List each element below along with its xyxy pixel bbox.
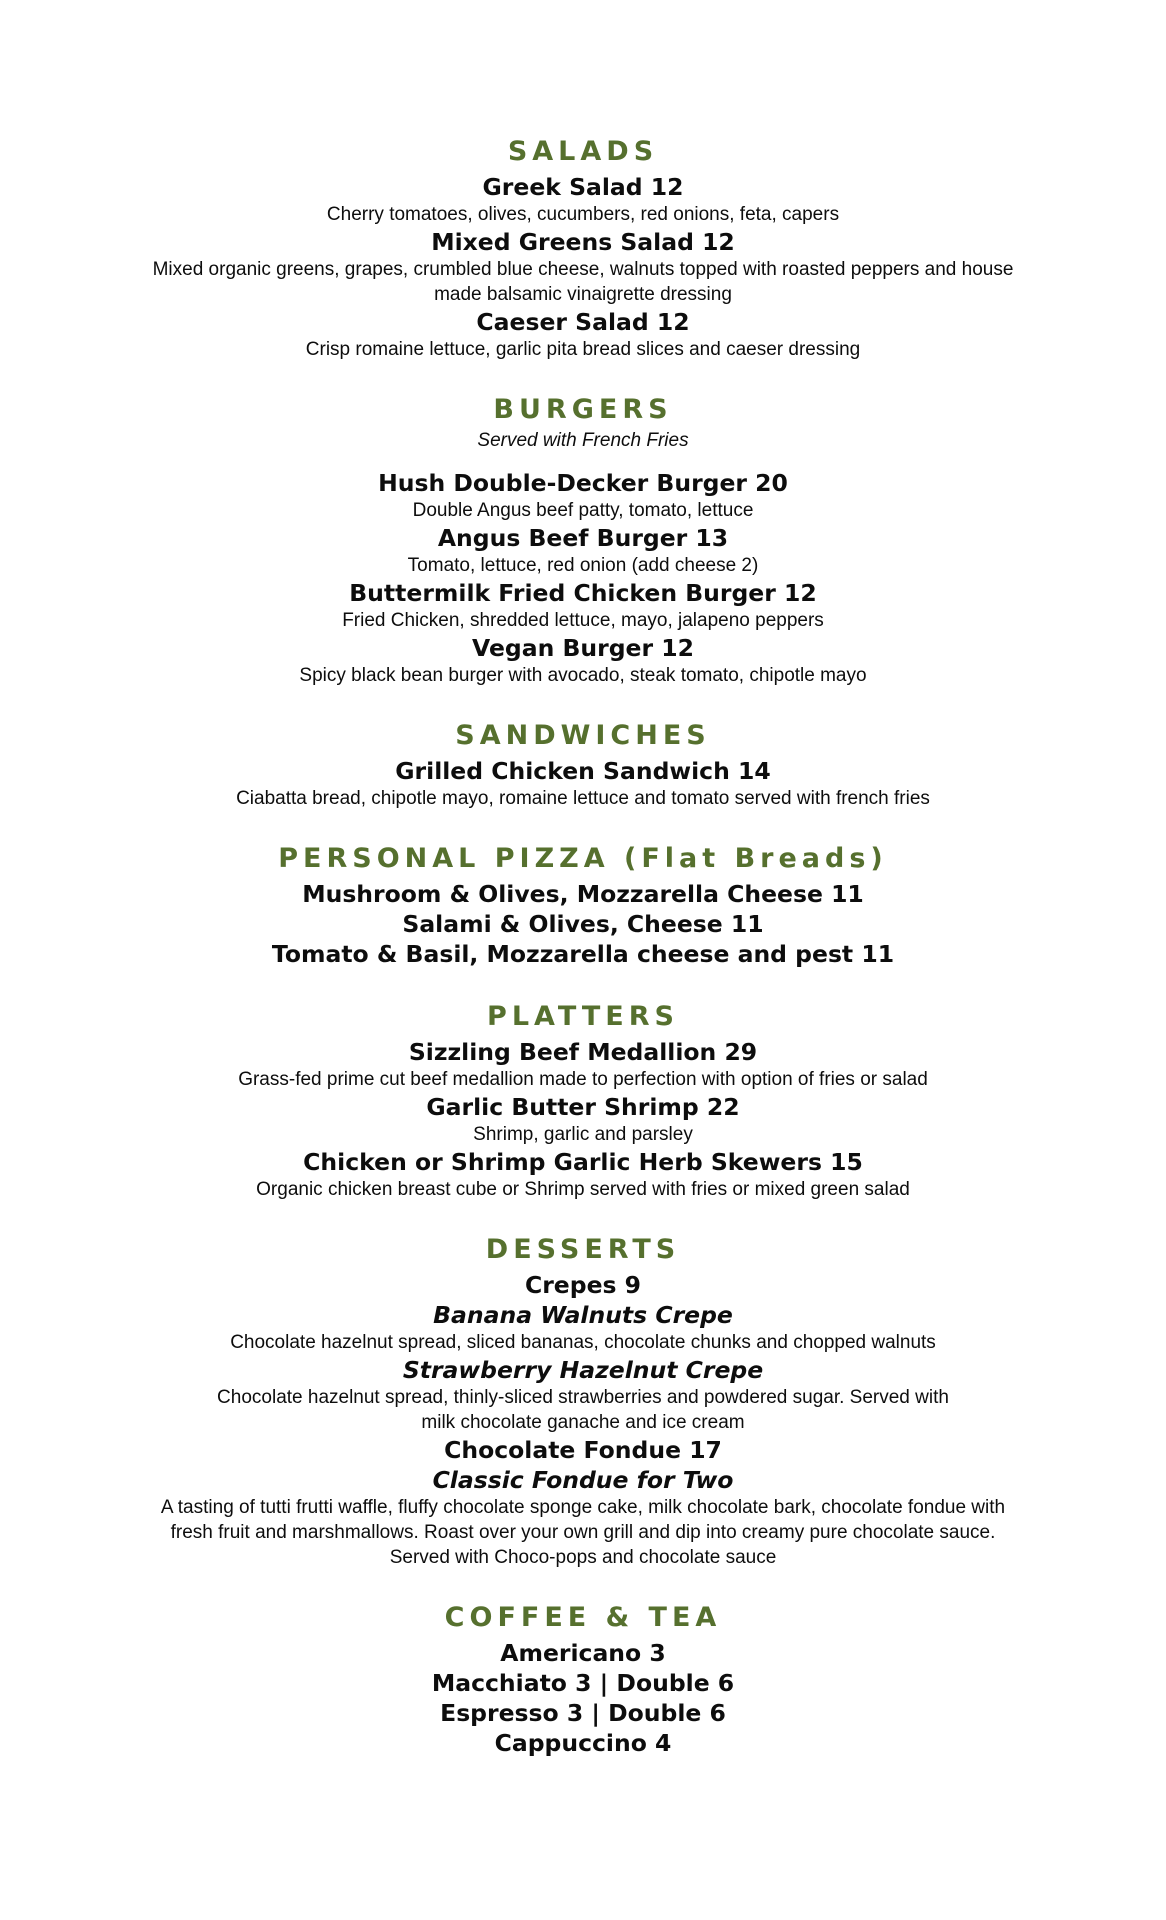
menu-item-name: Americano 3 [500,1639,666,1667]
menu-item-description: A tasting of tutti frutti waffle, fluffy chocolate sponge cake, milk chocolate bark, chocolate fondue with fresh fruit and marshmallows. Roast over your own grill and dip into creamy pure chocolate sauce. Served with Choco-pops and chocolate sauce [160,1497,1006,1568]
menu-item-name: Mushroom & Olives, Mozzarella Cheese 11 [302,880,864,908]
section-burgers [0,390,1166,688]
section-personal-pizza [0,839,1166,969]
menu-item-description: Tomato, lettuce, red onion (add cheese 2) [407,555,759,576]
menu-item-description: Ciabatta bread, chipotle mayo, romaine lettuce and tomato served with french fries [236,788,930,809]
menu-item-name: Buttermilk Fried Chicken Burger 12 [349,579,817,607]
menu-item-name: Hush Double-Decker Burger 20 [378,469,788,497]
section-title: BURGERS [493,394,673,425]
menu-subitem-name: Strawberry Hazelnut Crepe [402,1356,764,1384]
menu-item-description: Chocolate hazelnut spread, sliced bananas, chocolate chunks and chopped walnuts [230,1332,936,1353]
menu-item-name: Grilled Chicken Sandwich 14 [395,757,771,785]
menu-item-description: Fried Chicken, shredded lettuce, mayo, jalapeno peppers [342,610,824,631]
menu-item-name: Garlic Butter Shrimp 22 [426,1093,740,1121]
section-sandwiches [0,716,1166,811]
menu-item-description: Grass-fed prime cut beef medallion made to perfection with option of fries or salad [238,1069,928,1090]
section-title: SALADS [507,136,659,167]
section-note: Served with French Fries [477,430,689,451]
menu-item-name: Angus Beef Burger 13 [437,524,729,552]
menu-item-description: Cherry tomatoes, olives, cucumbers, red onions, feta, capers [326,204,840,225]
menu-item-name: Chocolate Fondue 17 [444,1436,722,1464]
menu-item-name: Espresso 3 | Double 6 [440,1699,726,1727]
menu-item-name: Crepes 9 [524,1271,642,1299]
menu-item-name: Tomato & Basil, Mozzarella cheese and pest 11 [271,940,895,968]
menu-item-description: Organic chicken breast cube or Shrimp served with fries or mixed green salad [256,1179,910,1200]
section-title: SANDWICHES [455,720,711,751]
menu-item-description: Mixed organic greens, grapes, crumbled blue cheese, walnuts topped with roasted peppers and house made balsamic vinaigrette dressing [152,259,1014,305]
menu-item-name: Salami & Olives, Cheese 11 [402,910,764,938]
section-title: PLATTERS [487,1001,679,1032]
menu-subitem-name: Classic Fondue for Two [432,1466,734,1494]
section-title: COFFEE & TEA [444,1602,722,1633]
section-desserts [0,1230,1166,1570]
menu-item-description: Shrimp, garlic and parsley [473,1124,693,1145]
menu [0,132,1166,1786]
section-coffee-tea [0,1598,1166,1758]
menu-item-name: Sizzling Beef Medallion 29 [408,1038,758,1066]
menu-item-description: Spicy black bean burger with avocado, steak tomato, chipotle mayo [299,665,867,686]
menu-item-name: Macchiato 3 | Double 6 [431,1669,735,1697]
menu-item-description: Double Angus beef patty, tomato, lettuce [412,500,754,521]
section-title: DESSERTS [485,1234,681,1265]
section-platters [0,997,1166,1202]
menu-item-name: Chicken or Shrimp Garlic Herb Skewers 15 [303,1148,863,1176]
menu-item-name: Vegan Burger 12 [472,634,694,662]
menu-item-name: Caeser Salad 12 [476,308,690,336]
menu-item-name: Greek Salad 12 [482,173,684,201]
menu-item-description: Chocolate hazelnut spread, thinly-sliced strawberries and powdered sugar. Served with milk chocolate ganache and ice cream [217,1387,949,1433]
menu-item-name: Mixed Greens Salad 12 [431,228,735,256]
menu-item-description: Crisp romaine lettuce, garlic pita bread slices and caeser dressing [305,339,861,360]
menu-item-name: Cappuccino 4 [494,1729,672,1757]
section-title: PERSONAL PIZZA (Flat Breads) [278,843,888,874]
menu-subitem-name: Banana Walnuts Crepe [433,1301,733,1329]
section-salads [0,132,1166,362]
